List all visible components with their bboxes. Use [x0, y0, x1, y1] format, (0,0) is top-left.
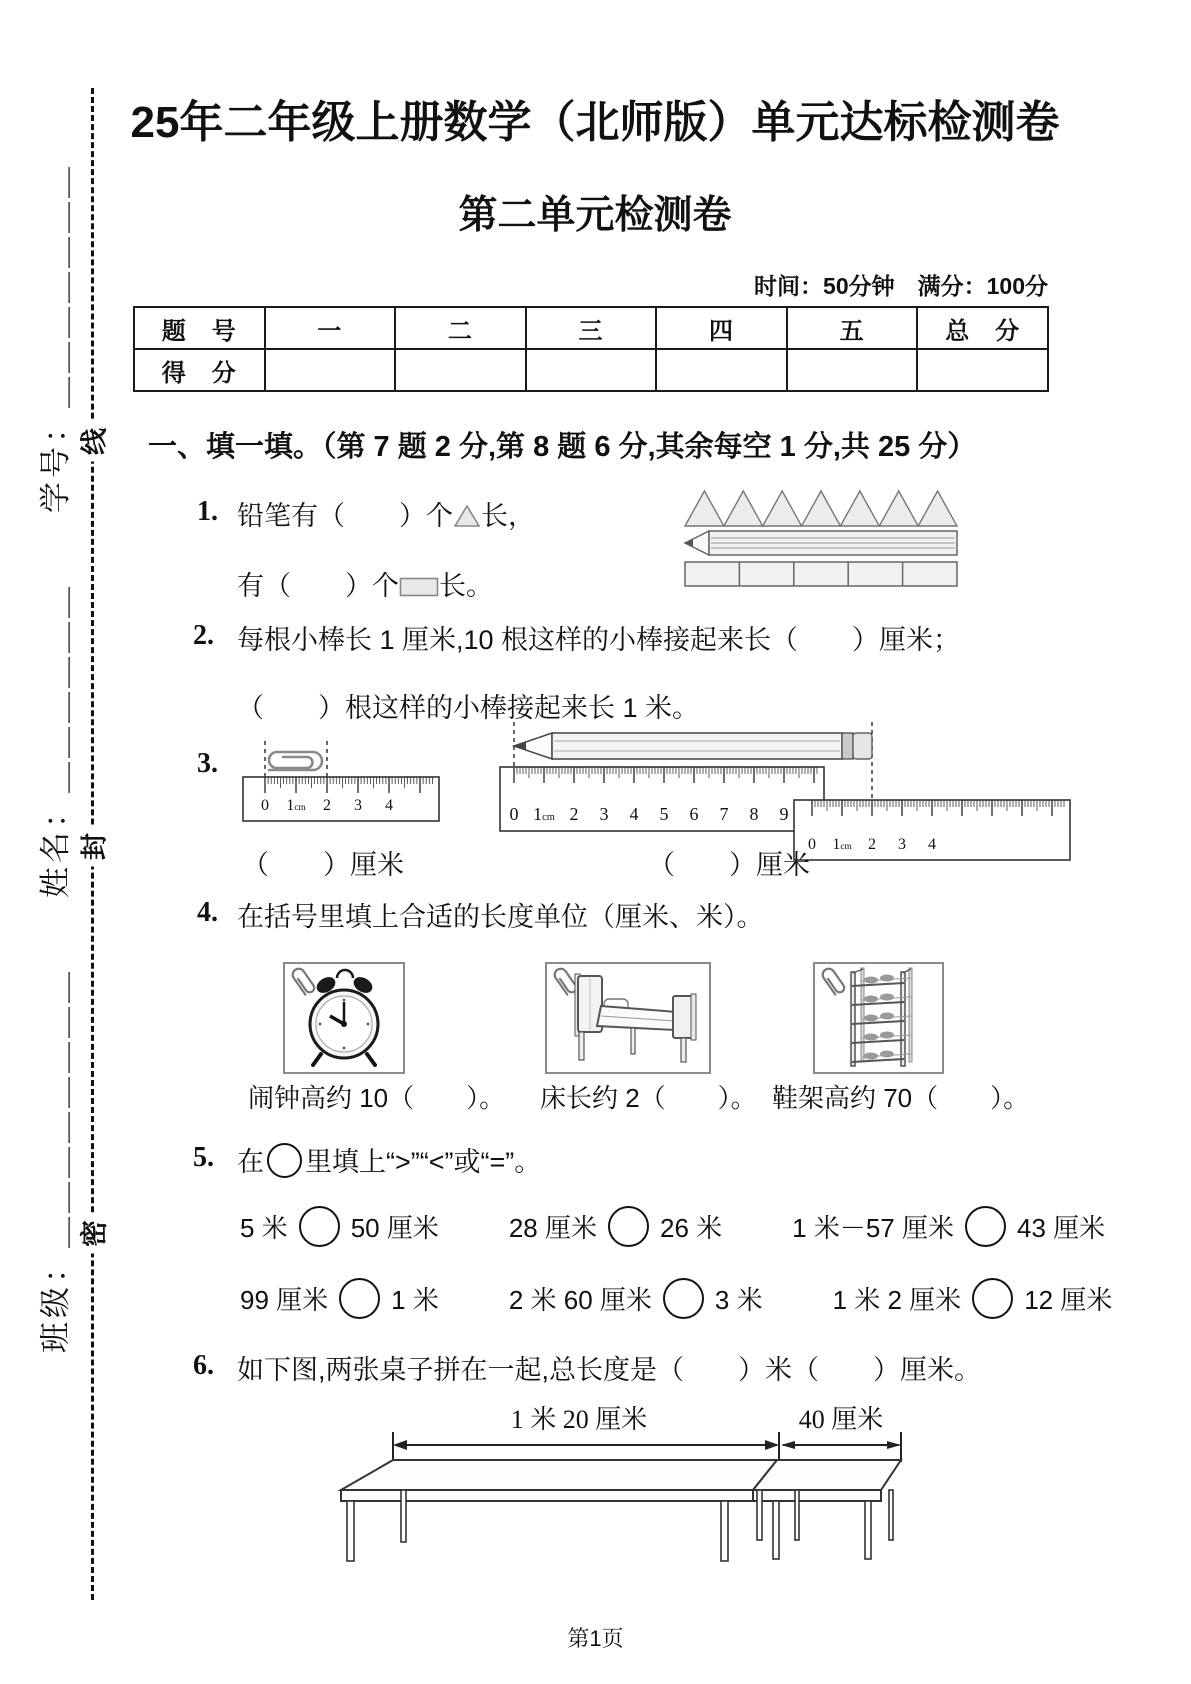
q4-caption-clock: 闹钟高约 10（ ）。 [248, 1083, 506, 1113]
q4-number: 4. [197, 897, 218, 928]
q1-strip [685, 562, 957, 586]
q4-image-box-bed [545, 962, 711, 1074]
comparison-right: 43 厘米 [1016, 1213, 1106, 1243]
comparison-right: 12 厘米 [1024, 1285, 1113, 1315]
time-score-info: 时间：50分钟 满分：100分 [754, 273, 1048, 299]
score-col-header: 四 [656, 307, 787, 349]
svg-text:1cm: 1cm [533, 804, 555, 824]
score-cell-empty [917, 349, 1048, 391]
triangle-shape [802, 491, 841, 526]
alarm-clock-image [285, 964, 403, 1072]
comparison-right: 50 厘米 [350, 1213, 439, 1243]
comparison-circle [608, 1206, 649, 1247]
q4-caption-shoerack: 鞋架高约 70（ ）。 [772, 1083, 1030, 1113]
score-value-row [134, 349, 1048, 391]
seal-char-mi: 密 [73, 1214, 112, 1254]
paperclip-icon [269, 752, 322, 770]
q3-answer-left: （ ）厘米 [242, 850, 404, 880]
triangle-shape [840, 491, 879, 526]
student-info-fields: 班级：＿＿＿＿＿＿＿＿ 姓名：＿＿＿＿＿＿ 学号：＿＿＿＿＿＿＿ [38, 163, 73, 1353]
svg-text:0: 0 [808, 836, 816, 853]
svg-text:3: 3 [354, 797, 362, 814]
svg-text:5: 5 [659, 804, 669, 824]
shoe-rack-image [815, 964, 942, 1072]
dimension-arrows [393, 1432, 901, 1462]
q5-number: 5. [193, 1142, 214, 1173]
score-cell-empty [265, 349, 396, 391]
bed-image [547, 964, 709, 1072]
rectangle-icon [399, 577, 439, 597]
circle-icon [267, 1143, 302, 1178]
svg-text:8: 8 [749, 804, 759, 824]
score-header-row [134, 307, 1048, 349]
q2-line1: 每根小棒长 1 厘米,10 根这样的小棒接起来长（ ）厘米； [237, 625, 961, 655]
comparison-left: 99 厘米 [240, 1285, 329, 1315]
q1-number: 1. [197, 496, 218, 527]
small-table [753, 1460, 901, 1501]
svg-text:3: 3 [599, 804, 609, 824]
q4-image-box-clock [283, 962, 405, 1074]
q4-image-box-shoerack [813, 962, 944, 1074]
triangle-shape [879, 491, 918, 526]
svg-text:6: 6 [689, 804, 699, 824]
score-col-header: 五 [787, 307, 918, 349]
score-col-header: 总 分 [917, 307, 1048, 349]
q1-triangles [685, 491, 957, 526]
q6-text: 如下图,两张桌子拼在一起,总长度是（ ）米（ ）厘米。 [237, 1355, 982, 1385]
page-number: 第1页 [567, 1626, 624, 1651]
comparison-item [509, 1278, 763, 1319]
svg-text:0: 0 [509, 804, 519, 824]
comparison-item [833, 1278, 1113, 1319]
score-table [133, 306, 1049, 392]
section-one-heading: 一、填一填。（第 7 题 2 分,第 8 题 6 分,其余每空 1 分,共 25 分） [148, 431, 977, 463]
q5-prompt: 在 里填上“>”“<”或“=”。 [237, 1140, 541, 1179]
comparison-item [792, 1206, 1105, 1247]
svg-text:4: 4 [928, 836, 936, 853]
score-header-label: 题 号 [134, 307, 265, 349]
score-cell-empty [526, 349, 657, 391]
q1-line1: 铅笔有（ ）个 长， [237, 501, 535, 531]
score-col-header: 一 [265, 307, 396, 349]
q4-text: 在括号里填上合适的长度单位（厘米、米）。 [237, 902, 764, 932]
comparison-item [240, 1278, 439, 1319]
q1-line2: 有（ ）个 长。 [237, 571, 493, 601]
triangle-shape [763, 491, 802, 526]
triangle-icon [453, 504, 481, 528]
svg-text:9: 9 [779, 804, 789, 824]
paperclip-icon [820, 966, 846, 995]
comparison-circle [965, 1206, 1006, 1247]
triangle-shape [918, 491, 957, 526]
q6-number: 6. [193, 1350, 214, 1381]
page-subtitle: 第二单元检测卷 [458, 194, 732, 237]
triangle-shape [685, 491, 724, 526]
comparison-right: 26 米 [660, 1213, 723, 1243]
score-col-header: 三 [526, 307, 657, 349]
comparison-left: 2 米 60 厘米 [508, 1285, 652, 1315]
comparison-left: 1 米－57 厘米 [792, 1213, 954, 1243]
dim-label-right: 40 厘米 [798, 1405, 884, 1434]
comparison-left: 28 厘米 [508, 1213, 597, 1243]
score-cell-empty [656, 349, 787, 391]
comparison-right: 3 米 [714, 1285, 763, 1315]
svg-text:1cm: 1cm [286, 797, 306, 814]
svg-text:7: 7 [719, 804, 729, 824]
comparison-circle [972, 1278, 1013, 1319]
q6-figure-tables [325, 1398, 925, 1573]
paperclip-icon [552, 966, 578, 995]
score-row-label: 得 分 [134, 349, 265, 391]
q3-answer-right: （ ）厘米 [648, 850, 810, 880]
ruler-b [500, 767, 824, 831]
svg-text:3: 3 [898, 836, 906, 853]
comparison-left: 1 米 2 厘米 [832, 1285, 962, 1315]
pencil-image [514, 733, 872, 759]
q5-row2 [240, 1278, 1112, 1319]
ruler-c [794, 800, 1070, 860]
triangle-shape [724, 491, 763, 526]
comparison-item [509, 1206, 722, 1247]
q2-line2: （ ）根这样的小棒接起来长 1 米。 [237, 693, 700, 723]
svg-text:4: 4 [629, 804, 639, 824]
score-cell-empty [787, 349, 918, 391]
q4-caption-bed: 床长约 2（ ）。 [540, 1083, 757, 1113]
page-title: 25年二年级上册数学（北师版）单元达标检测卷 [130, 98, 1060, 147]
q5-row1 [240, 1206, 1105, 1247]
paperclip-icon [290, 966, 316, 995]
svg-text:0: 0 [261, 797, 269, 814]
score-cell-empty [395, 349, 526, 391]
pencil-image [685, 531, 957, 555]
comparison-right: 1 米 [391, 1285, 439, 1315]
svg-text:1cm: 1cm [832, 836, 852, 853]
q3-figure-paperclip-ruler [235, 735, 447, 835]
seal-char-line: 线 [73, 422, 112, 462]
q2-number: 2. [193, 620, 214, 651]
svg-text:2: 2 [569, 804, 579, 824]
comparison-circle [339, 1278, 380, 1319]
dim-label-left: 1 米 20 厘米 [510, 1405, 648, 1434]
q3-number: 3. [197, 748, 218, 779]
score-col-header: 二 [395, 307, 526, 349]
q1-figure-svg [681, 486, 963, 596]
ruler-a [243, 777, 439, 821]
comparison-circle [663, 1278, 704, 1319]
comparison-item [240, 1206, 439, 1247]
svg-text:4: 4 [385, 797, 393, 814]
seal-char-feng: 封 [73, 827, 112, 867]
comparison-circle [299, 1206, 340, 1247]
svg-text:2: 2 [868, 836, 876, 853]
comparison-left: 5 米 [240, 1213, 288, 1243]
svg-text:2: 2 [323, 797, 331, 814]
